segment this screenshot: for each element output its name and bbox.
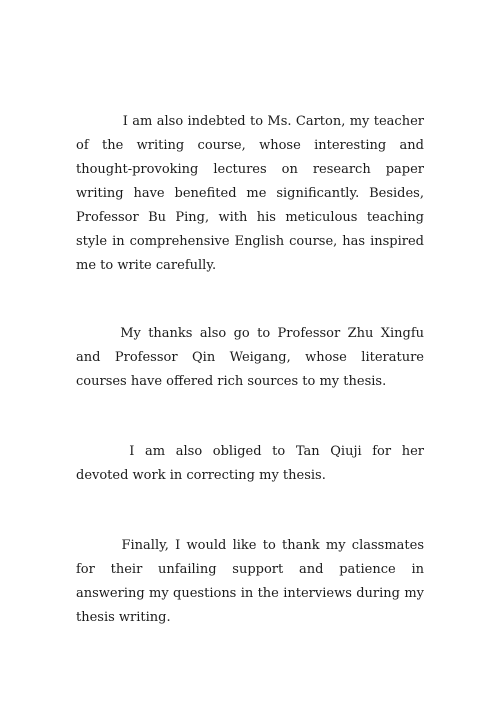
acknowledgment-paragraph-professors: My thanks also go to Professor Zhu Xingfu and Professor Qin Weigang, whose literature courses have offered rich sources to my thesis. <box>76 326 424 389</box>
acknowledgment-paragraph-classmates: Finally, I would like to thank my classmates for their unfailing support and patience in answering my questions in the interviews during my thesis writing. <box>76 538 424 625</box>
acknowledgment-paragraph-tan-qiuji: I am also obliged to Tan Qiuji for her devoted work in correcting my thesis. <box>76 444 424 483</box>
acknowledgment-paragraph-carton: I am also indebted to Ms. Carton, my teacher of the writing course, whose interesting and thought-provoking lectures on research paper writing have benefited me significantly. Besides, Professor Bu Ping, with his meticulous teaching style in comprehensive English course, has inspired me to write carefully. <box>76 114 424 273</box>
